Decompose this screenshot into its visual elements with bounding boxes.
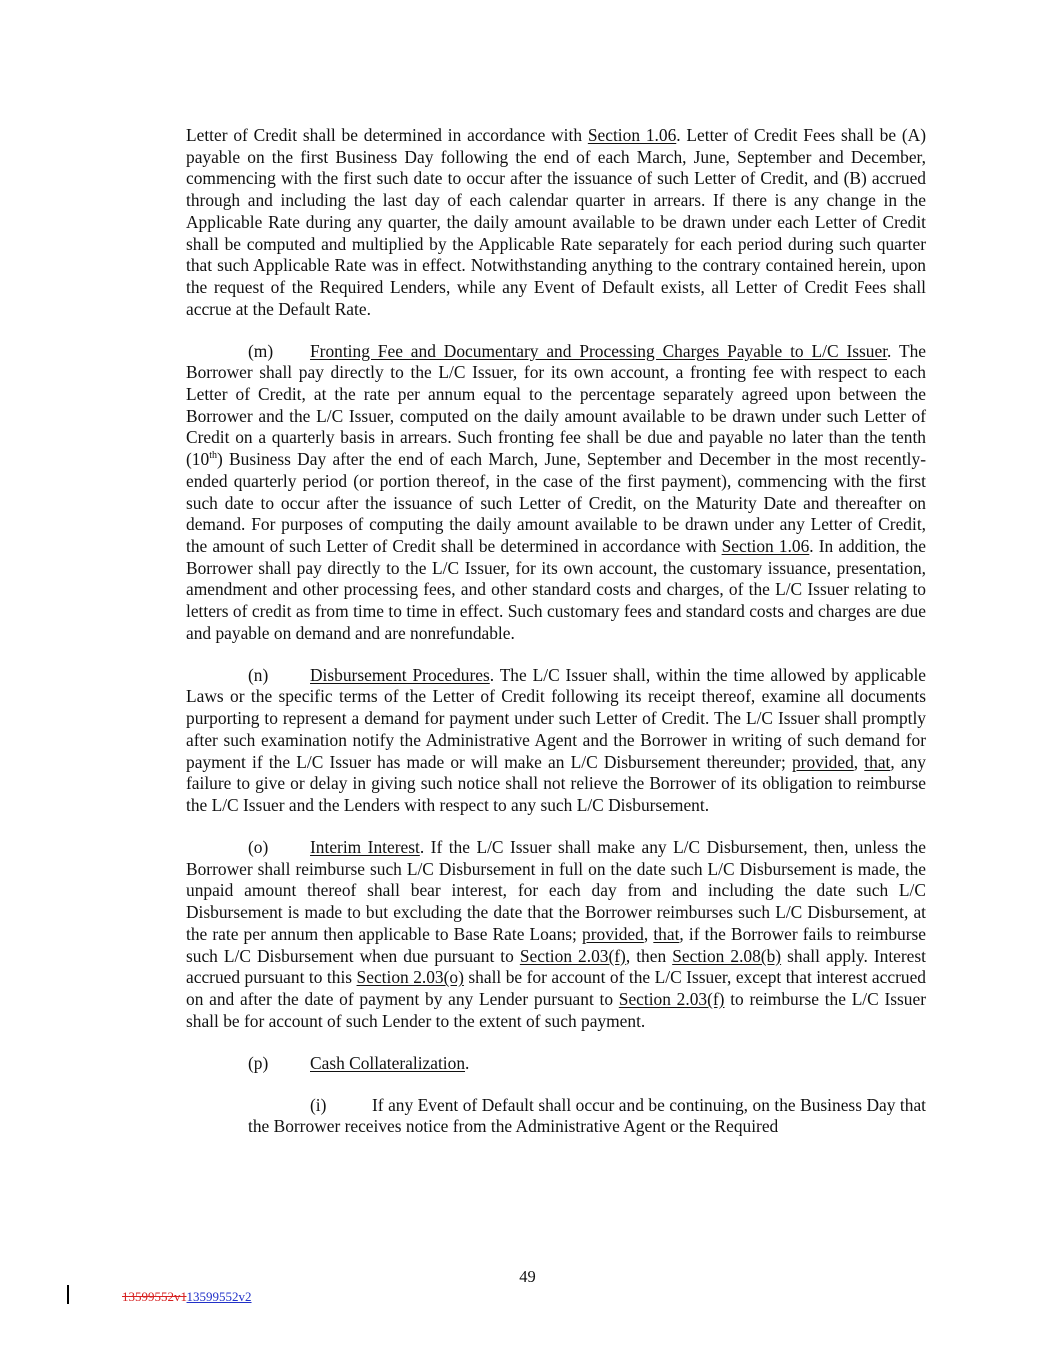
text-run: shall be for account of the L/C Issuer, except that interest accrued on and after the date of payment by any Lender pursuant to — [186, 967, 926, 1009]
text-run: shall apply. Interest accrued pursuant to this — [186, 945, 926, 988]
paragraph-p — [186, 1053, 926, 1075]
inserted-document-id: 13599552v2 — [186, 1289, 252, 1304]
paragraph-label: (n) — [248, 664, 269, 685]
text-run: . The L/C Issuer shall, within the time allowed by applicable Laws or the specific terms of the Letter of Credit following its receipt thereof, examine all documents purporting to represent a demand for payment under such Letter of Credit. The L/C Issuer shall promptly after such examination notify the Administrative Agent and the Borrower in writing of such demand for payment if the L/C Issuer has made or will make an L/C Disbursement thereunder; — [186, 664, 927, 772]
paragraph-m — [186, 341, 926, 645]
section-reference: Section 1.06 — [587, 125, 677, 145]
paragraph-label: (o) — [248, 836, 269, 857]
paragraph-label: (m) — [248, 340, 274, 361]
text-run: ) Business Day after the end of each March, June, September and December in the most recently-ended quarterly period (or portion thereof, in the case of the first payment), commencing with the first such date to occur after the issuance of such Letter of Credit, on the Maturity Date and thereafter on demand. For purposes of computing the daily amount available to be drawn under any Letter of Credit, the amount of such Letter of Credit shall be determined in accordance with — [186, 449, 926, 556]
revision-change-bar — [67, 1285, 69, 1304]
text-run: , then — [625, 945, 673, 966]
text-run: , — [853, 751, 865, 772]
section-reference: Section 2.03(o) — [356, 967, 464, 988]
section-reference: Section 2.03(f) — [618, 988, 725, 1009]
paragraph-heading: Disbursement Procedures — [310, 664, 490, 685]
provided-term: provided — [791, 751, 854, 772]
document-id — [122, 1289, 252, 1304]
paragraph-heading: Fronting Fee and Documentary and Processing Charges Payable to L/C Issuer — [310, 340, 888, 361]
text-run: Letter of Credit shall be determined in accordance with — [186, 125, 588, 145]
paragraph-n — [186, 665, 926, 817]
paragraph-o — [186, 837, 926, 1032]
deleted-document-id: 13599552v1 — [122, 1289, 187, 1304]
superscript: th — [209, 450, 217, 462]
text-run: . If the L/C Issuer shall make any L/C Disbursement, then, unless the Borrower shall reimburse such L/C Disbursement in full on the date such L/C Disbursement is made, the unpaid amount thereof shall bear interest, for each day from and including the date such L/C Disbursement is made to but excluding the date that the Borrower reimburses such L/C Disbursement, at the rate per annum then applicable to Base Rate Loans; — [186, 836, 927, 944]
text-run: to reimburse the L/C Issuer shall be for account of such Lender to the extent of such payment. — [186, 988, 926, 1031]
provided-term: provided — [582, 923, 644, 944]
text-run: If any Event of Default shall occur and be continuing, on the Business Day that the Borrower receives notice from the Administrative Agent or the Required — [248, 1094, 926, 1137]
text-run: . In addition, the Borrower shall pay directly to the L/C Issuer, for its own account, the customary issuance, presentation, amendment and other processing fees, and other standard costs and charges, of the L/C Issuer relating to letters of credit as from time to time in effect. Such customary fees and standard costs and charges are due and payable on demand and are nonrefundable. — [186, 535, 927, 643]
continuation-paragraph — [186, 125, 926, 320]
section-reference: Section 1.06 — [721, 535, 810, 556]
that-term: that — [864, 751, 891, 772]
page-body — [186, 125, 926, 1158]
subparagraph-label: (i) — [310, 1094, 327, 1115]
that-term: that — [653, 923, 680, 944]
text-run: , — [643, 923, 654, 944]
text-run: . Letter of Credit Fees shall be (A) payable on the first Business Day following the end of each March, June, September and December, commencing with the first such date to occur after the issuance of such Letter of Credit, and (B) accrued through and including the last day of each calendar quarter in arrears. If there is any change in the Applicable Rate during any quarter, the daily amount available to be drawn under each Letter of Credit shall be computed and multiplied by the Applicable Rate separately for each period during such quarter that such Applicable Rate was in effect. Notwithstanding anything to the contrary contained herein, upon the request of the Required Lenders, while any Event of Default exists, all Letter of Credit Fees shall accrue at the Default Rate. — [186, 125, 927, 319]
page-number: 49 — [519, 1267, 536, 1286]
subparagraph-p-i — [248, 1095, 926, 1138]
text-run: , if the Borrower fails to reimburse such L/C Disbursement when due pursuant to — [186, 923, 927, 966]
text-run: . The Borrower shall pay directly to the L/C Issuer, for its own account, a fronting fee with respect to each Letter of Credit, at the rate per annum equal to the percentage separately agreed upon between the Borrower and the L/C Issuer, computed on the daily amount available to be drawn under such Letter of Credit on a quarterly basis in arrears. Such fronting fee shall be due and payable no later than the tenth (10 — [186, 340, 926, 470]
paragraph-heading: Interim Interest — [310, 836, 420, 857]
text-run: , any failure to give or delay in giving such notice shall not relieve the Borrower of its obligation to reimburse the L/C Issuer and the Lenders with respect to any such L/C Disbursement. — [186, 751, 926, 815]
section-reference: Section 2.08(b) — [672, 945, 782, 966]
section-reference: Section 2.03(f) — [519, 945, 626, 966]
paragraph-label: (p) — [248, 1052, 269, 1073]
text-run: . — [465, 1052, 470, 1073]
paragraph-heading: Cash Collateralization — [310, 1052, 466, 1073]
